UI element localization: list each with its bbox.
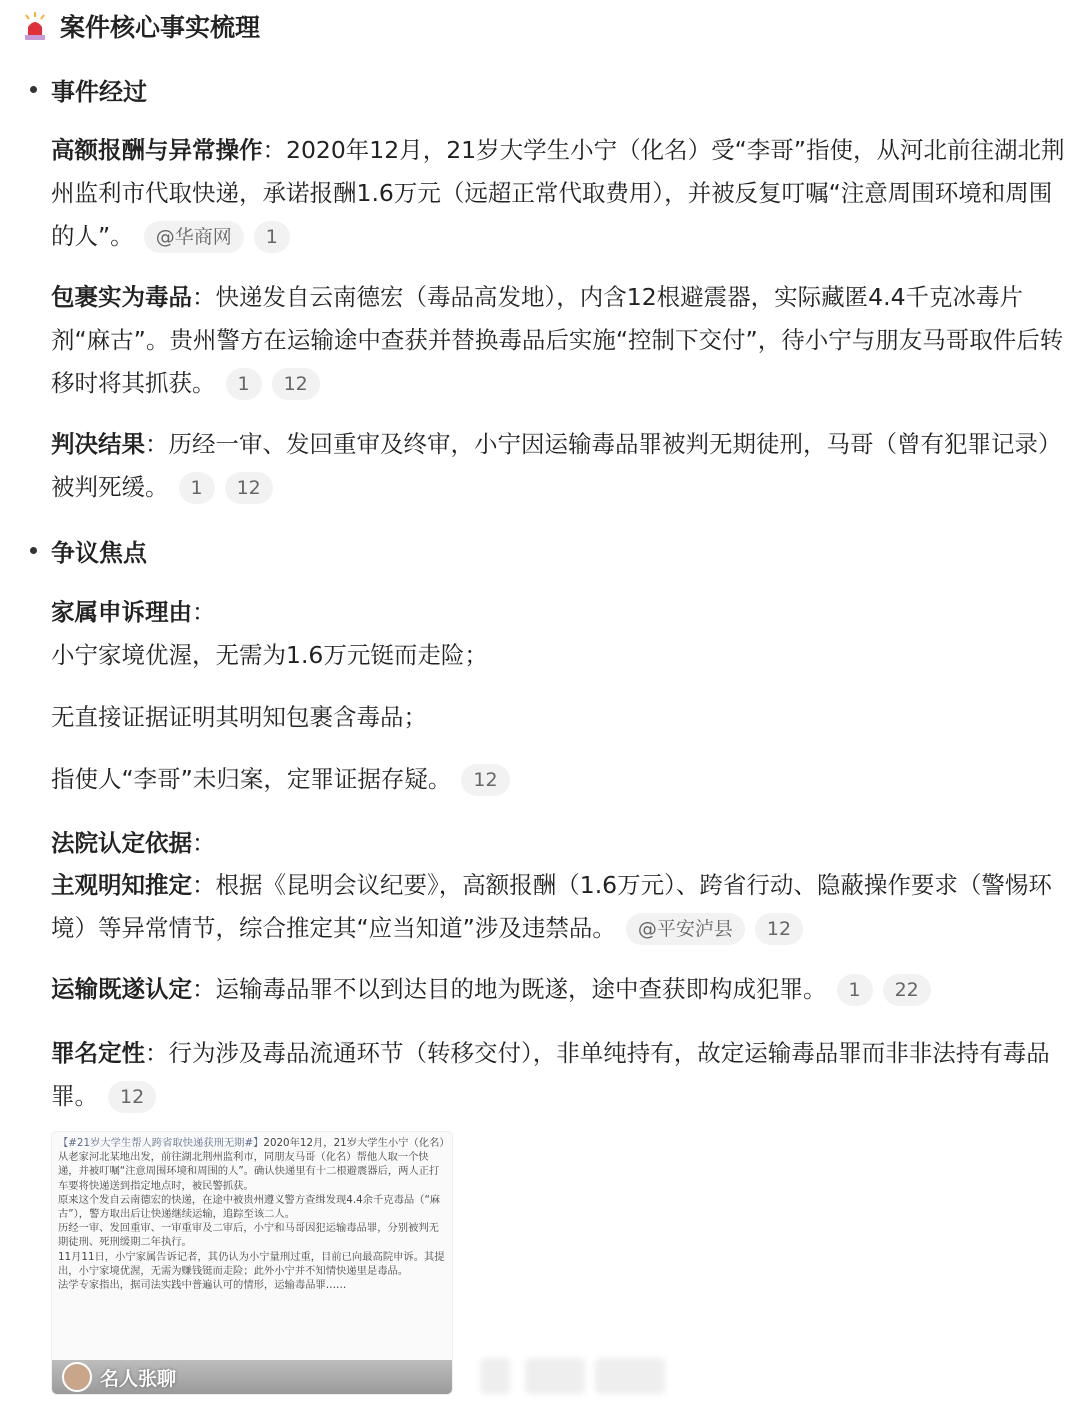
court-basis-label [51, 822, 1071, 865]
title-text: 案件核心事实梳理 [60, 13, 261, 42]
citation-badge[interactable]: 1 [226, 368, 262, 400]
para-text: 指使人“李哥”未归案，定罪证据存疑。 [51, 765, 452, 793]
page-title [22, 8, 260, 44]
citation-badge[interactable]: 12 [755, 913, 803, 945]
citation-badge[interactable]: 12 [272, 368, 320, 400]
paragraph-reward [51, 129, 1071, 258]
para-text: ：2020年12月，21岁大学生小宁（化名）受“李哥”指使，从河北前往湖北荆州监利市代取快递，承诺报酬1.6万元（远超正常代取费用），并被反复叮嘱“注意周围环境和周围的人”。 [51, 136, 1065, 250]
family-appeal-label [51, 591, 1071, 634]
siren-icon [22, 11, 48, 41]
para-text: ：历经一审、发回重审及终审，小宁因运输毒品罪被判无期徒刑，马哥（曾有犯罪记录）被判死缓。 [51, 430, 1062, 501]
para-text: ：行为涉及毒品流通环节（转移交付），非单纯持有，故定运输毒品罪而非非法持有毒品罪。 [51, 1039, 1050, 1110]
citation-badge[interactable]: @华商网 [144, 221, 244, 253]
citation-badge[interactable]: @平安泸县 [626, 913, 745, 945]
paragraph-package [51, 276, 1071, 405]
watermark: 名人张聊 [100, 1367, 177, 1390]
citation-badge[interactable]: 12 [461, 764, 509, 796]
citation-badge[interactable]: 1 [837, 974, 873, 1006]
bullet-icon [30, 86, 37, 93]
para-label: 家属申诉理由 [51, 598, 192, 626]
para-label: 包裹实为毒品 [51, 283, 192, 311]
para-label: 高额报酬与异常操作 [51, 136, 263, 164]
bullet-icon [30, 547, 37, 554]
paragraph-knowledge [51, 864, 1071, 950]
paragraph-verdict [51, 423, 1071, 509]
para-label: 运输既遂认定 [51, 975, 192, 1003]
blurred-content [480, 1358, 510, 1394]
citation-badge[interactable]: 1 [179, 472, 215, 504]
para-text: ：运输毒品罪不以到达目的地为既遂，途中查获即构成犯罪。 [192, 975, 827, 1003]
section-heading-disputes [30, 533, 147, 568]
para-label: 法院认定依据 [51, 829, 192, 857]
citation-badge[interactable]: 12 [108, 1081, 156, 1113]
paragraph-charge [51, 1032, 1071, 1118]
section-heading-events [30, 72, 147, 107]
appeal-item [51, 758, 1071, 801]
appeal-item [51, 696, 1071, 739]
para-label: 罪名定性 [51, 1039, 145, 1067]
para-text: 小宁家境优渥，无需为1.6万元铤而走险； [51, 641, 488, 669]
colon: ： [192, 829, 216, 857]
avatar [62, 1362, 92, 1392]
para-text: ：根据《昆明会议纪要》，高额报酬（1.6万元）、跨省行动、隐蔽操作要求（警惕环境）等异常情节，综合推定其“应当知道”涉及违禁品。 [51, 871, 1052, 942]
blurred-content [595, 1358, 665, 1394]
colon: ： [192, 598, 216, 626]
thumbnail-hashtag: 【#21岁大学生帮人跨省取快递获刑无期#】 [58, 1137, 264, 1149]
paragraph-completion [51, 968, 1071, 1011]
thumbnail-body: 2020年12月，21岁大学生小宁（化名）从老家河北某地出发，前往湖北荆州监利市，同朋友马哥（化名）帮他人取一个快递，并被叮嘱“注意周围环境和周围的人”。确认快递里有十二根避震器后，两人正打车要将快递送到指定地点时，被民警抓获。 原来这个发自云南德宏的快递，在途中被贵州遵义警方查缉发现4.4余千克毒品（“麻古”），警方取出后让快递继续运输，追踪至该二人。 历经一审、发回重审、一审重审及二审后，小宁和马哥因犯运输毒品罪，分别被判无期徒刑、死刑缓期二年执行。 11月11日，小宁家属告诉记者，其仍认为小宁量刑过重，目前已向最高院申诉。其提出，小宁家境优渥，无需为赚钱铤而走险；此外小宁并不知情快递里是毒品。 法学专家指出，据司法实践中普遍认可的情形，运输毒品罪…… [58, 1137, 445, 1292]
appeal-item [51, 634, 1071, 677]
citation-badge[interactable]: 12 [225, 472, 273, 504]
heading-text: 争议焦点 [51, 539, 147, 567]
citation-badge[interactable]: 1 [254, 221, 290, 253]
news-thumbnail[interactable] [51, 1131, 453, 1395]
para-label: 主观明知推定 [51, 871, 192, 899]
para-text: 无直接证据证明其明知包裹含毒品； [51, 703, 427, 731]
citation-badge[interactable]: 22 [883, 974, 931, 1006]
para-text: ：快递发自云南德宏（毒品高发地），内含12根避震器，实际藏匿4.4千克冰毒片剂“麻古”。贵州警方在运输途中查获并替换毒品后实施“控制下交付”，待小宁与朋友马哥取件后转移时将其抓获。 [51, 283, 1064, 397]
para-label: 判决结果 [51, 430, 145, 458]
heading-text: 事件经过 [51, 78, 147, 106]
blurred-content [525, 1358, 585, 1394]
thumbnail-footer [52, 1360, 452, 1394]
thumbnail-text [52, 1132, 452, 1360]
